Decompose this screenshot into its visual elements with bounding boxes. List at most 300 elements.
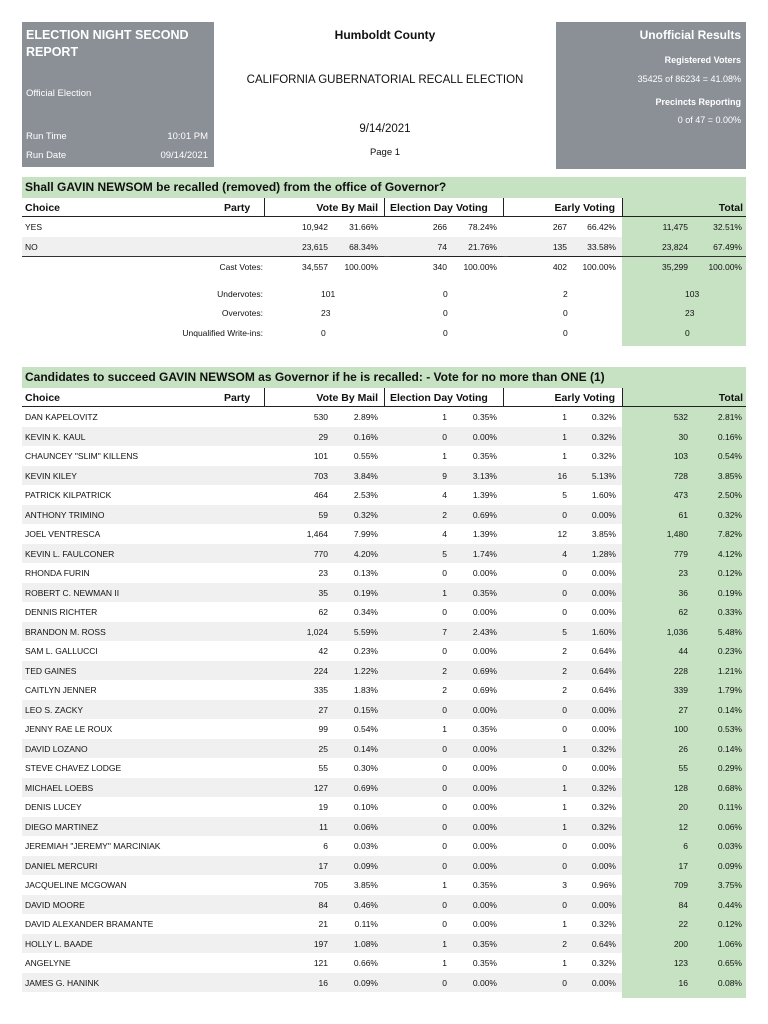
vote-by-mail-percent: 2.89% — [353, 412, 378, 422]
election-day-count: 7 — [442, 626, 447, 637]
contest-title: Shall GAVIN NEWSOM be recalled (removed) from the office of Governor? — [22, 177, 746, 198]
total-count: 20 — [678, 802, 688, 812]
election-day-percent: 0.69% — [472, 665, 497, 676]
election-day-percent: 0.00% — [472, 646, 497, 656]
election-day-count: 0 — [442, 704, 447, 715]
early-voting-percent: 0.32% — [591, 782, 616, 793]
election-day-percent: 0.35% — [472, 451, 497, 461]
run-date-value: 09/14/2021 — [160, 150, 208, 161]
vote-by-mail-count: 464 — [313, 490, 328, 500]
early-voting-count: 12 — [557, 529, 567, 539]
total-percent: 5.48% — [717, 626, 742, 637]
vote-by-mail-count: 99 — [318, 724, 328, 734]
choice-name: DENNIS RICHTER — [25, 607, 98, 617]
vote-by-mail-count: 55 — [318, 763, 328, 773]
vote-by-mail-count: 101 — [313, 451, 328, 461]
choice-name: KEVIN L. FAULCONER — [25, 548, 115, 559]
total-percent: 0.14% — [717, 704, 742, 715]
total-percent: 0.14% — [717, 743, 742, 754]
election-day-count: 5 — [442, 548, 447, 559]
election-day-count: 1 — [442, 880, 447, 890]
col-total: Total — [718, 392, 743, 404]
total-percent: 0.44% — [717, 899, 742, 910]
early-voting-count: 0 — [562, 899, 567, 910]
table-row — [22, 237, 746, 257]
vote-by-mail-count: 335 — [313, 685, 328, 695]
choice-name: NO — [25, 241, 38, 252]
total-count: 6 — [683, 841, 688, 851]
vote-by-mail-percent: 0.10% — [353, 802, 378, 812]
early-voting-count: 0 — [562, 607, 567, 617]
early-voting-percent: 0.32% — [591, 958, 616, 968]
election-day-count: 0 — [442, 977, 447, 988]
table-row — [22, 953, 746, 973]
vote-summary-row — [22, 303, 746, 323]
election-day-percent: 0.35% — [472, 724, 497, 734]
early-voting-count: 1 — [562, 821, 567, 832]
recall-question-contest — [22, 177, 746, 342]
total-percent: 100.00% — [708, 262, 742, 272]
report-title: ELECTION NIGHT SECOND REPORT — [26, 28, 189, 59]
total-count: 30 — [678, 431, 688, 442]
vote-by-mail-percent: 68.34% — [349, 241, 378, 252]
choice-name: RHONDA FURIN — [25, 568, 90, 578]
total-count: 26 — [678, 743, 688, 754]
table-row — [22, 719, 746, 739]
election-day-count: 9 — [442, 470, 447, 481]
total-count: 103 — [673, 451, 688, 461]
table-row — [22, 817, 746, 837]
election-day-count: 266 — [432, 222, 447, 232]
summary-total-count: 23 — [685, 308, 695, 318]
vote-by-mail-percent: 0.14% — [353, 743, 378, 754]
early-voting-percent: 0.00% — [591, 587, 616, 598]
total-count: 532 — [673, 412, 688, 422]
total-count: 11,475 — [662, 222, 688, 232]
vote-by-mail-count: 224 — [313, 665, 328, 676]
election-day-percent: 0.69% — [472, 685, 497, 695]
total-count: 728 — [673, 470, 688, 481]
election-day-percent: 0.35% — [472, 587, 497, 598]
election-day-count: 0 — [442, 607, 447, 617]
choice-name: BRANDON M. ROSS — [25, 626, 106, 637]
early-voting-count: 5 — [562, 490, 567, 500]
early-voting-count: 16 — [557, 470, 567, 481]
choice-name: HOLLY L. BAADE — [25, 938, 93, 949]
early-voting-percent: 0.00% — [591, 568, 616, 578]
early-voting-percent: 1.60% — [591, 626, 616, 637]
total-count: 84 — [678, 899, 688, 910]
election-day-percent: 0.00% — [472, 743, 497, 754]
vote-by-mail-percent: 0.34% — [353, 607, 378, 617]
early-voting-percent: 3.85% — [591, 529, 616, 539]
early-voting-count: 3 — [562, 880, 567, 890]
table-row — [22, 427, 746, 447]
early-voting-percent: 0.00% — [591, 899, 616, 910]
total-count: 27 — [678, 704, 688, 715]
election-day-count: 0 — [442, 802, 447, 812]
choice-name: JACQUELINE MCGOWAN — [25, 880, 127, 890]
summary-vbm-count: 101 — [321, 288, 336, 299]
registered-voters-value: 35425 of 86234 = 41.08% — [637, 74, 741, 84]
choice-name: DAVID MOORE — [25, 899, 85, 910]
election-day-percent: 21.76% — [468, 241, 497, 252]
early-voting-count: 0 — [562, 568, 567, 578]
total-percent: 0.09% — [717, 860, 742, 871]
total-count: 100 — [673, 724, 688, 734]
early-voting-count: 1 — [562, 919, 567, 929]
election-day-count: 74 — [437, 241, 447, 252]
choice-name: STEVE CHAVEZ LODGE — [25, 763, 122, 773]
vote-by-mail-percent: 100.00% — [344, 262, 378, 272]
table-row — [22, 856, 746, 876]
summary-eday-count: 0 — [443, 308, 448, 318]
early-voting-count: 135 — [552, 241, 567, 252]
total-count: 339 — [673, 685, 688, 695]
table-row — [22, 739, 746, 759]
total-count: 17 — [678, 860, 688, 871]
early-voting-percent: 0.64% — [591, 665, 616, 676]
total-percent: 67.49% — [713, 241, 742, 252]
vote-by-mail-count: 121 — [313, 958, 328, 968]
election-day-count: 0 — [442, 782, 447, 793]
run-time-label: Run Time — [26, 131, 67, 142]
cast-votes-row — [22, 256, 746, 276]
early-voting-percent: 0.96% — [591, 880, 616, 890]
election-day-percent: 0.00% — [472, 704, 497, 715]
total-percent: 2.50% — [717, 490, 742, 500]
vote-by-mail-count: 770 — [313, 548, 328, 559]
election-day-count: 1 — [442, 587, 447, 598]
early-voting-percent: 0.32% — [591, 919, 616, 929]
col-early-voting: Early Voting — [554, 202, 615, 214]
total-percent: 0.03% — [717, 841, 742, 851]
summary-eday-count: 0 — [443, 327, 448, 338]
total-percent: 0.68% — [717, 782, 742, 793]
early-voting-count: 1 — [562, 451, 567, 461]
election-day-count: 0 — [442, 860, 447, 871]
election-header — [214, 22, 556, 167]
election-day-count: 0 — [442, 821, 447, 832]
total-percent: 1.06% — [717, 938, 742, 949]
choice-name: SAM L. GALLUCCI — [25, 646, 98, 656]
vote-by-mail-count: 27 — [318, 704, 328, 715]
total-percent: 0.33% — [717, 607, 742, 617]
vote-by-mail-count: 59 — [318, 509, 328, 520]
early-voting-percent: 0.00% — [591, 704, 616, 715]
vote-by-mail-percent: 3.85% — [353, 880, 378, 890]
col-election-day: Election Day Voting — [390, 392, 488, 404]
early-voting-percent: 0.32% — [591, 802, 616, 812]
table-row — [22, 758, 746, 778]
vote-summary-row — [22, 323, 746, 343]
county-name: Humboldt County — [334, 28, 436, 42]
total-count: 36 — [678, 587, 688, 598]
vote-by-mail-percent: 3.84% — [353, 470, 378, 481]
summary-label: Unqualified Write-ins: — [182, 327, 263, 338]
election-day-count: 0 — [442, 763, 447, 773]
summary-label: Undervotes: — [217, 288, 263, 299]
total-count: 62 — [678, 607, 688, 617]
vote-by-mail-count: 25 — [318, 743, 328, 754]
vote-by-mail-percent: 2.53% — [353, 490, 378, 500]
table-row — [22, 583, 746, 603]
early-voting-percent: 0.00% — [591, 763, 616, 773]
vote-by-mail-percent: 0.09% — [353, 860, 378, 871]
election-day-count: 2 — [442, 509, 447, 520]
election-day-count: 1 — [442, 958, 447, 968]
election-day-percent: 0.00% — [472, 899, 497, 910]
vote-by-mail-count: 1,464 — [306, 529, 328, 539]
total-percent: 3.85% — [717, 470, 742, 481]
election-day-count: 0 — [442, 568, 447, 578]
early-voting-count: 1 — [562, 782, 567, 793]
col-choice: Choice — [25, 392, 61, 404]
choice-name: CAITLYN JENNER — [25, 685, 97, 695]
vote-by-mail-count: 703 — [313, 470, 328, 481]
election-day-percent: 0.00% — [472, 841, 497, 851]
election-day-percent: 0.00% — [472, 802, 497, 812]
early-voting-percent: 33.58% — [587, 241, 616, 252]
choice-name: DANIEL MERCURI — [25, 860, 98, 871]
vote-by-mail-percent: 5.59% — [353, 626, 378, 637]
report-info-panel — [22, 22, 214, 167]
early-voting-percent: 1.28% — [591, 548, 616, 559]
total-count: 35,299 — [662, 262, 688, 272]
vote-by-mail-percent: 0.16% — [353, 431, 378, 442]
unofficial-label: Unofficial Results — [639, 28, 741, 42]
election-day-count: 0 — [442, 646, 447, 656]
vote-by-mail-percent: 0.55% — [353, 451, 378, 461]
early-voting-percent: 0.00% — [591, 977, 616, 988]
total-percent: 0.65% — [717, 958, 742, 968]
early-voting-percent: 0.64% — [591, 685, 616, 695]
total-percent: 0.16% — [717, 431, 742, 442]
run-date-label: Run Date — [26, 150, 67, 161]
col-choice: Choice — [25, 202, 61, 214]
early-voting-percent: 0.64% — [591, 938, 616, 949]
vote-by-mail-percent: 0.15% — [353, 704, 378, 715]
table-row — [22, 407, 746, 427]
total-count: 22 — [678, 919, 688, 929]
early-voting-percent: 0.32% — [591, 431, 616, 442]
election-name: CALIFORNIA GUBERNATORIAL RECALL ELECTION — [246, 74, 524, 86]
vote-by-mail-count: 42 — [318, 646, 328, 656]
election-day-count: 340 — [432, 262, 447, 272]
vote-by-mail-count: 21 — [318, 919, 328, 929]
election-day-count: 0 — [442, 743, 447, 754]
early-voting-percent: 0.00% — [591, 860, 616, 871]
vote-by-mail-count: 29 — [318, 431, 328, 442]
early-voting-count: 2 — [562, 685, 567, 695]
total-count: 123 — [673, 958, 688, 968]
vote-by-mail-count: 197 — [313, 938, 328, 949]
election-day-count: 2 — [442, 685, 447, 695]
election-day-percent: 0.00% — [472, 860, 497, 871]
table-row — [22, 446, 746, 466]
table-row — [22, 641, 746, 661]
vote-by-mail-percent: 7.99% — [353, 529, 378, 539]
total-percent: 0.12% — [717, 919, 742, 929]
election-day-percent: 2.43% — [472, 626, 497, 637]
vote-by-mail-count: 84 — [318, 899, 328, 910]
total-percent: 2.81% — [717, 412, 742, 422]
early-voting-count: 0 — [562, 841, 567, 851]
total-count: 1,480 — [666, 529, 688, 539]
col-total: Total — [718, 202, 743, 214]
page-number: Page 1 — [369, 147, 401, 158]
election-day-percent: 0.35% — [472, 412, 497, 422]
summary-total-count: 0 — [685, 327, 690, 338]
vote-by-mail-percent: 0.13% — [353, 568, 378, 578]
total-percent: 0.06% — [717, 821, 742, 832]
vote-by-mail-percent: 1.22% — [353, 665, 378, 676]
early-voting-count: 0 — [562, 763, 567, 773]
total-count: 23,824 — [662, 241, 688, 252]
vote-by-mail-count: 16 — [318, 977, 328, 988]
choice-name: YES — [25, 222, 43, 232]
vote-by-mail-percent: 0.09% — [353, 977, 378, 988]
choice-name: JAMES G. HANINK — [25, 977, 100, 988]
vote-by-mail-percent: 0.11% — [354, 919, 378, 929]
early-voting-count: 2 — [562, 646, 567, 656]
election-day-count: 1 — [442, 724, 447, 734]
vote-by-mail-count: 35 — [318, 587, 328, 598]
vote-by-mail-count: 530 — [313, 412, 328, 422]
vote-by-mail-count: 6 — [323, 841, 328, 851]
early-voting-count: 1 — [562, 412, 567, 422]
vote-by-mail-percent: 0.32% — [353, 509, 378, 520]
total-percent: 1.21% — [717, 665, 742, 676]
early-voting-count: 4 — [562, 548, 567, 559]
total-percent: 1.79% — [717, 685, 742, 695]
total-percent: 0.11% — [718, 802, 742, 812]
early-voting-percent: 0.00% — [591, 509, 616, 520]
early-voting-count: 0 — [562, 704, 567, 715]
vote-by-mail-count: 10,942 — [302, 222, 328, 232]
vote-by-mail-percent: 0.69% — [353, 782, 378, 793]
early-voting-percent: 0.64% — [591, 646, 616, 656]
choice-name: DAVID LOZANO — [25, 743, 88, 754]
vote-summary-row — [22, 284, 746, 304]
total-count: 16 — [678, 977, 688, 988]
early-voting-count: 0 — [562, 977, 567, 988]
vote-by-mail-count: 11 — [319, 821, 328, 832]
election-day-percent: 0.00% — [472, 919, 497, 929]
contest-title: Candidates to succeed GAVIN NEWSOM as Governor if he is recalled: - Vote for no more than ONE (1) — [22, 367, 746, 388]
election-day-count: 4 — [442, 529, 447, 539]
vote-by-mail-percent: 0.54% — [353, 724, 378, 734]
early-voting-percent: 0.00% — [591, 841, 616, 851]
election-day-percent: 0.00% — [472, 763, 497, 773]
table-row — [22, 563, 746, 583]
total-percent: 0.32% — [717, 509, 742, 520]
precincts-reporting-value: 0 of 47 = 0.00% — [677, 115, 741, 125]
total-count: 44 — [678, 646, 688, 656]
choice-name: MICHAEL LOEBS — [25, 782, 94, 793]
election-day-percent: 0.35% — [472, 938, 497, 949]
choice-name: DAN KAPELOVITZ — [25, 412, 98, 422]
early-voting-count: 1 — [562, 802, 567, 812]
early-voting-count: 5 — [562, 626, 567, 637]
total-count: 228 — [673, 665, 688, 676]
vote-by-mail-percent: 0.66% — [353, 958, 378, 968]
election-day-percent: 0.00% — [472, 568, 497, 578]
table-row — [22, 934, 746, 954]
table-row — [22, 700, 746, 720]
choice-name: LEO S. ZACKY — [25, 704, 84, 715]
table-row — [22, 914, 746, 934]
vote-by-mail-count: 19 — [318, 802, 328, 812]
election-day-count: 1 — [442, 938, 447, 949]
summary-total-count: 103 — [685, 288, 700, 299]
total-count: 55 — [678, 763, 688, 773]
total-count: 128 — [673, 782, 688, 793]
vote-by-mail-percent: 1.08% — [353, 938, 378, 949]
choice-name: KEVIN KILEY — [25, 470, 77, 481]
vote-by-mail-percent: 0.06% — [353, 821, 378, 832]
total-count: 61 — [678, 509, 688, 520]
cast-votes-label: Cast Votes: — [219, 262, 263, 272]
early-voting-count: 1 — [562, 958, 567, 968]
choice-name: ANTHONY TRIMINO — [25, 509, 105, 520]
early-voting-percent: 1.60% — [591, 490, 616, 500]
vote-by-mail-percent: 1.83% — [353, 685, 378, 695]
choice-name: DAVID ALEXANDER BRAMANTE — [25, 919, 154, 929]
precincts-reporting-label: Precincts Reporting — [655, 97, 741, 107]
vote-by-mail-count: 34,557 — [302, 262, 328, 272]
early-voting-percent: 0.00% — [591, 607, 616, 617]
early-voting-percent: 100.00% — [582, 262, 616, 272]
choice-name: ANGELYNE — [25, 958, 71, 968]
choice-name: JOEL VENTRESCA — [25, 529, 101, 539]
total-percent: 0.08% — [717, 977, 742, 988]
choice-name: KEVIN K. KAUL — [25, 431, 86, 442]
table-row — [22, 778, 746, 798]
election-day-count: 0 — [442, 919, 447, 929]
election-day-percent: 0.00% — [472, 977, 497, 988]
col-election-day: Election Day Voting — [390, 202, 488, 214]
vote-by-mail-count: 23,615 — [302, 241, 328, 252]
early-voting-percent: 5.13% — [591, 470, 616, 481]
election-day-percent: 0.69% — [472, 509, 497, 520]
table-row — [22, 875, 746, 895]
total-percent: 0.23% — [717, 646, 742, 656]
election-day-count: 0 — [442, 431, 447, 442]
vote-by-mail-count: 705 — [313, 880, 328, 890]
total-count: 473 — [673, 490, 688, 500]
early-voting-count: 0 — [562, 724, 567, 734]
election-day-count: 4 — [442, 490, 447, 500]
summary-vbm-count: 0 — [321, 327, 326, 338]
early-voting-count: 1 — [562, 743, 567, 754]
total-percent: 32.51% — [713, 222, 742, 232]
election-day-percent: 1.39% — [472, 490, 497, 500]
summary-label: Overvotes: — [221, 308, 263, 318]
total-count: 1,036 — [666, 626, 688, 637]
total-percent: 4.12% — [717, 548, 742, 559]
early-voting-percent: 0.32% — [591, 743, 616, 754]
vote-by-mail-count: 23 — [318, 568, 328, 578]
results-status-panel — [556, 22, 746, 169]
summary-early-count: 0 — [563, 327, 568, 338]
vote-by-mail-count: 1,024 — [306, 626, 328, 637]
early-voting-count: 402 — [552, 262, 567, 272]
table-row — [22, 895, 746, 915]
vote-by-mail-count: 62 — [318, 607, 328, 617]
total-percent: 0.29% — [717, 763, 742, 773]
election-date: 9/14/2021 — [359, 123, 411, 135]
